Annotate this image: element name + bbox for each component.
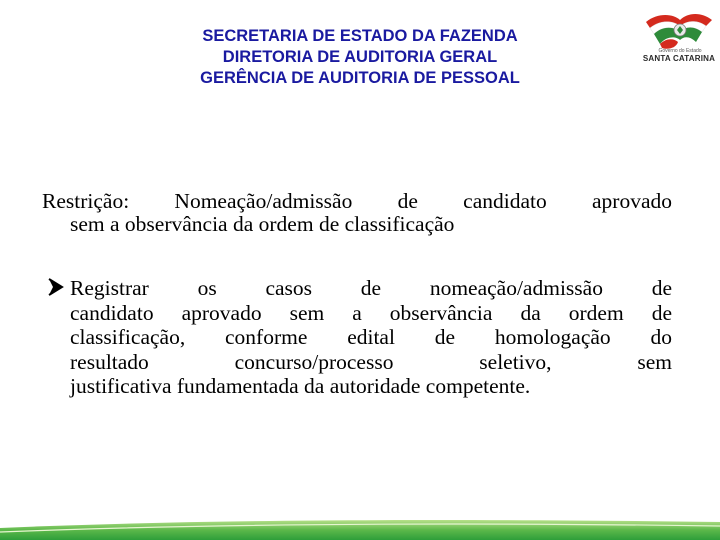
restriction-paragraph — [42, 190, 672, 236]
document-header — [110, 26, 610, 89]
arrow-bullet-icon — [46, 276, 66, 298]
header-line-secretaria: SECRETARIA DE ESTADO DA FAZENDA — [202, 27, 518, 45]
bullet-line: Registrar os casos de nomeação/admissão de — [70, 276, 672, 300]
logo-small-text: Governo do Estado — [658, 48, 702, 54]
header-line-diretoria: DIRETORIA DE AUDITORIA GERAL — [222, 48, 498, 66]
header-line-gerencia: GERÊNCIA DE AUDITORIA DE PESSOAL — [200, 69, 520, 87]
logo-name: SANTA CATARINA — [642, 54, 716, 63]
bullet-line: candidato aprovado sem a observância da ordem de — [70, 300, 672, 325]
bullet-item — [46, 276, 672, 399]
bullet-line: justificativa fundamentada da autoridade competente. — [70, 374, 531, 398]
bullet-line: resultado concurso/processo seletivo, sem — [70, 349, 672, 374]
bullet-line: classificação, conforme edital de homologação do — [70, 325, 672, 349]
bullet-text — [70, 276, 672, 399]
restriction-line-2: sem a observância da ordem de classificação — [70, 212, 455, 236]
footer-decorative-stripe — [0, 516, 720, 540]
restriction-line-1: Restrição: Nomeação/admissão de candidato aprovado — [42, 189, 672, 213]
